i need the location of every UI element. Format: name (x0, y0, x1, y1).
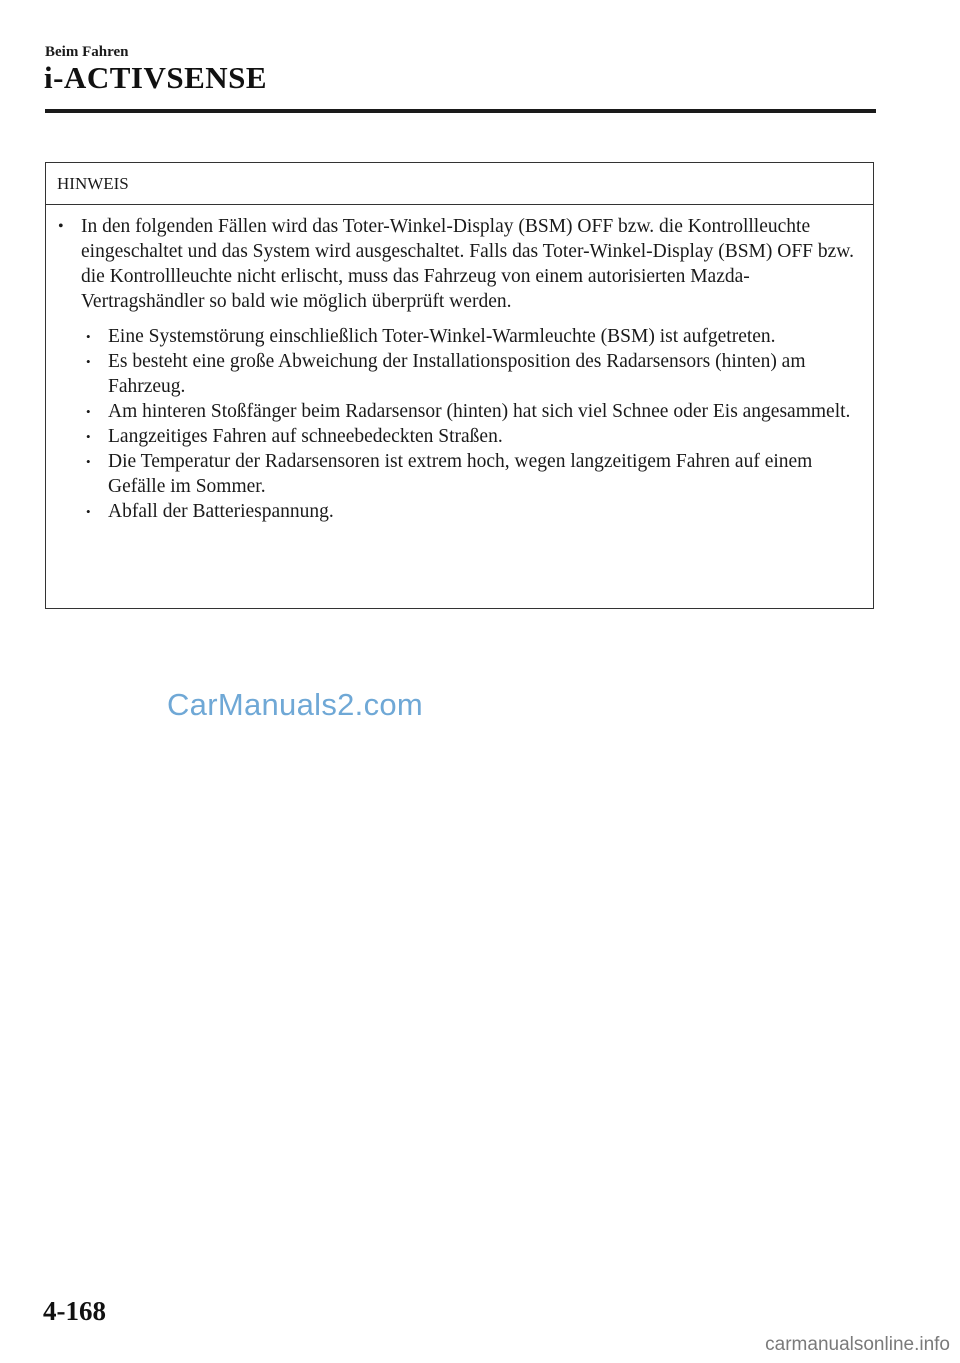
sub-item-text: Es besteht eine große Abweichung der Installationsposition des Radarsensors (hinten) am Fahrzeug. (108, 351, 806, 397)
header-rule (45, 109, 876, 113)
sub-item-text: Eine Systemstörung einschließlich Toter-Winkel-Warmleuchte (BSM) ist aufgetreten. (108, 326, 776, 347)
sub-list-item (58, 324, 865, 349)
chapter-title: i-ACTIVSENSE (44, 60, 268, 95)
sub-bullet: • (86, 429, 91, 444)
sub-bullet: • (86, 404, 91, 419)
sub-bullet: • (86, 354, 91, 369)
page-number: 4-168 (43, 1296, 106, 1326)
main-bullet: • (58, 218, 64, 235)
sub-item-text: Am hinteren Stoßfänger beim Radarsensor (hinten) hat sich viel Schnee oder Eis angesammelt. (108, 401, 851, 422)
main-item-text: In den folgenden Fällen wird das Toter-Winkel-Display (BSM) OFF bzw. die Kontrollleuchte eingeschaltet und das System wird ausgeschaltet. Falls das Toter-Winkel-Display (BSM) OFF bzw. die Kontrollleuchte nicht erlischt, muss das Fahrzeug von einem autorisierten Mazda-Vertragshändler so bald wie möglich überprüft werden. (81, 216, 855, 312)
note-box (45, 162, 874, 609)
note-body (46, 205, 873, 524)
sub-list-item (58, 349, 865, 399)
sub-list-item (58, 399, 865, 424)
note-heading: HINWEIS (46, 163, 873, 205)
sub-list (58, 324, 865, 524)
footer-watermark: carmanualsonline.info (765, 1334, 950, 1355)
sub-bullet: • (86, 504, 91, 519)
main-list-item (58, 214, 865, 314)
sub-list-item (58, 449, 865, 499)
sub-bullet: • (86, 454, 91, 469)
sub-item-text: Abfall der Batteriespannung. (108, 501, 334, 522)
sub-item-text: Langzeitiges Fahren auf schneebedeckten Straßen. (108, 426, 503, 447)
sub-bullet: • (86, 329, 91, 344)
watermark-logo: CarManuals2.com (167, 687, 424, 722)
section-label: Beim Fahren (45, 44, 129, 60)
sub-list-item (58, 499, 865, 524)
sub-item-text: Die Temperatur der Radarsensoren ist extrem hoch, wegen langzeitigem Fahren auf einem Gefälle im Sommer. (108, 451, 813, 497)
sub-list-item (58, 424, 865, 449)
